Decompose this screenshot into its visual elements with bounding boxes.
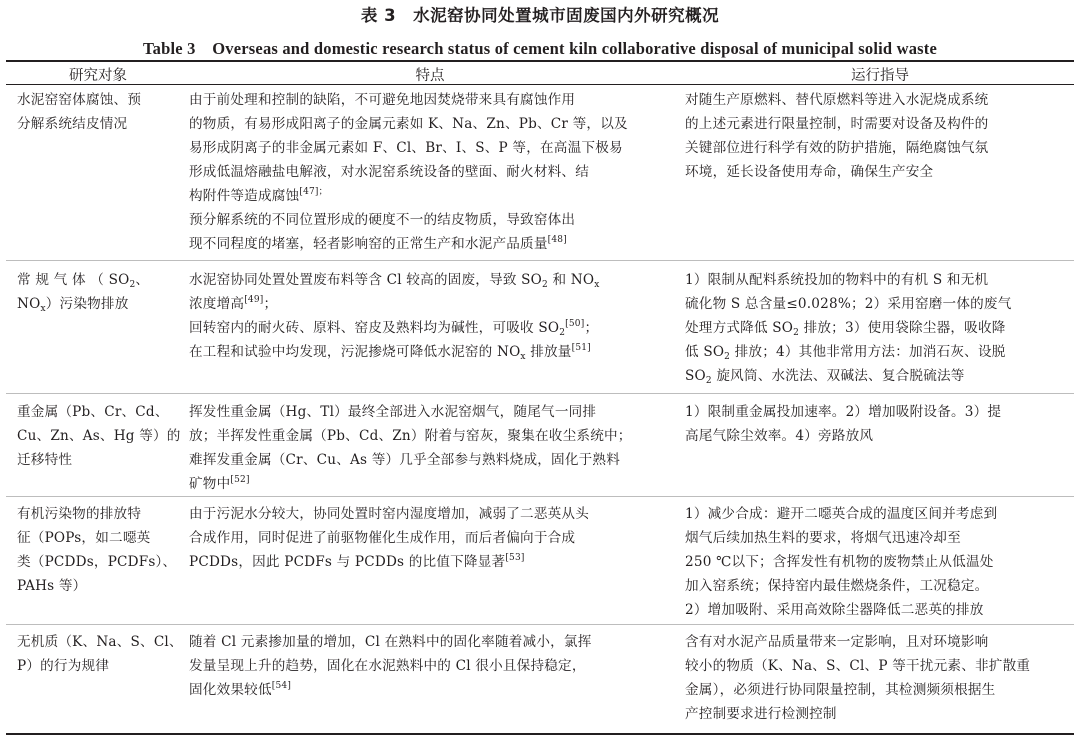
table-caption-cn: 表 3 水泥窑协同处置城市固废国内外研究概况: [360, 6, 720, 25]
table-caption-en: Table 3 Overseas and domestic research status of cement kiln collaborative disposal of municipal solid waste: [142, 39, 938, 58]
row-separator: [6, 624, 1074, 625]
citation-54: [54]: [271, 681, 292, 691]
citation-51: [51]: [571, 343, 591, 353]
row-separator: [6, 393, 1074, 394]
table-row-5-features: 随着 Cl 元素掺加量的增加，Cl 在熟料中的固化率随着减小，氯挥 发量呈现上升的趋势，固化在水泥熟料中的 Cl 很小且保持稳定， 固化效果较低[54]: [189, 634, 592, 698]
header-features: 特点: [415, 68, 445, 84]
bottom-rule: [6, 733, 1074, 735]
table-row-3-features: 挥发性重金属（Hg、Tl）最终全部进入水泥窑烟气，随尾气一同排 放；半挥发性重金属（Pb、Cd、Zn）附着与窑灰，聚集在收尘系统中； 难挥发重金属（Cr、Cu、As 等）几乎全部参与熟料烧成，固化于熟料 矿物中[52]: [189, 404, 632, 492]
citation-48: [48]: [547, 235, 567, 245]
row-separator: [6, 260, 1074, 261]
header-guidance: 运行指导: [851, 68, 909, 84]
citation-47: [47]；: [299, 187, 328, 197]
table-row-5-guidance: 含有对水泥产品质量带来一定影响，且对环境影响 较小的物质（K、Na、S、Cl、P 等干扰元素、非扩散重 金属），必须进行协同限量控制，其检测频须根据生 产控制要求进行检测控制: [685, 634, 1031, 722]
citation-50: [50]: [565, 319, 585, 329]
table-row-1-features: 由于前处理和控制的缺陷，不可避免地因焚烧带来具有腐蚀作用 的物质，有易形成阳离子的金属元素如 K、Na、Zn、Pb、Cr 等，以及 易形成阴离子的非金属元素如 F、Cl、Br、I、S、P 等，在高温下极易 形成低温熔融盐电解液，对水泥窑系统设备的壁面、耐火材料、结 构附件等造成腐蚀$^{[47];}$ 预分解系统的不同位置形成的硬度不一的结皮物质，导致窑体出 现不同程度的堵塞，轻者影响窑的正常生产和水泥产品质量[48]: [189, 92, 628, 252]
row-separator: [6, 496, 1074, 497]
table-row-2-guidance: 1）限制从配料系统投加的物料中的有机 S 和无机 硫化物 S 总含量≤0.028%；2）采用窑磨一体的废气 处理方式降低 $SO_2$ 排放；3）使用袋除尘器，吸收降 低 $SO_2$ 排放；4）其他非常用方法：加消石灰、设脱 $SO_2$ 旋风筒、水洗法、双碱法、复合脱硫法等: [685, 272, 1012, 386]
table-row-1-object: 水泥窑窑体腐蚀、预 分解系统结皮情况: [17, 92, 142, 132]
table-row-2-features: 水泥窑协同处置处置废布料等含 Cl 较高的固废，导致 $SO_2$ 和 $NO_x$ 浓度增高[49]； 回转窑内的耐火砖、原料、窑皮及熟料均为碱性，可吸收 $SO_2[50]$； 在工程和试验中均发现，污泥掺烧可降低水泥窑的 $NO_x$ 排放量[51]: [189, 272, 600, 362]
table-row-4-guidance: 1）减少合成：避开二噁英合成的温度区间并考虑到 烟气后续加热生料的要求，将烟气迅速冷却至 250 ℃以下；含挥发性有机物的废物禁止从低温处 加入窑系统；保持窑内最佳燃烧条件，工况稳定。 2）增加吸附、采用高效除尘器降低二恶英的排放: [685, 506, 998, 618]
table-row-3-guidance: 1）限制重金属投加速率。2）增加吸附设备。3）提 高尾气除尘效率。4）旁路放风: [685, 404, 1002, 444]
citation-53: [53]: [505, 553, 525, 563]
citation-52: [52]: [230, 475, 250, 485]
table-row-3-object: 重金属（Pb、Cr、Cd、 Cu、Zn、As、Hg 等）的 迁移特性: [17, 404, 181, 468]
table-row-4-features: 由于污泥水分较大，协同处置时窑内湿度增加，减弱了二恶英从头 合成作用，同时促进了前驱物催化生成作用，而后者偏向于合成 PCDDs，因此 PCDFs 与 PCDDs 的比值下降显著[53]: [189, 506, 590, 570]
table-row-2-object: 常 规 气 体 （ $SO_2$、 $NO_x$）污染物排放: [17, 272, 150, 314]
table-row-1-guidance: 对随生产原燃料、替代原燃料等进入水泥烧成系统 的上述元素进行限量控制，时需要对设备及构件的 关键部位进行科学有效的防护措施，隔绝腐蚀气氛 环境，延长设备使用寿命，确保生产安全: [685, 92, 989, 180]
table-row-4-object: 有机污染物的排放特 征（POPs，如二噁英 类（PCDDs，PCDFs）、 PAHs 等）: [17, 506, 177, 594]
citation-49: [49]: [244, 295, 264, 305]
table-row-5-object: 无机质（K、Na、S、Cl、 P）的行为规律: [17, 634, 183, 674]
top-rule: [6, 60, 1074, 62]
header-research-object: 研究对象: [69, 68, 127, 84]
